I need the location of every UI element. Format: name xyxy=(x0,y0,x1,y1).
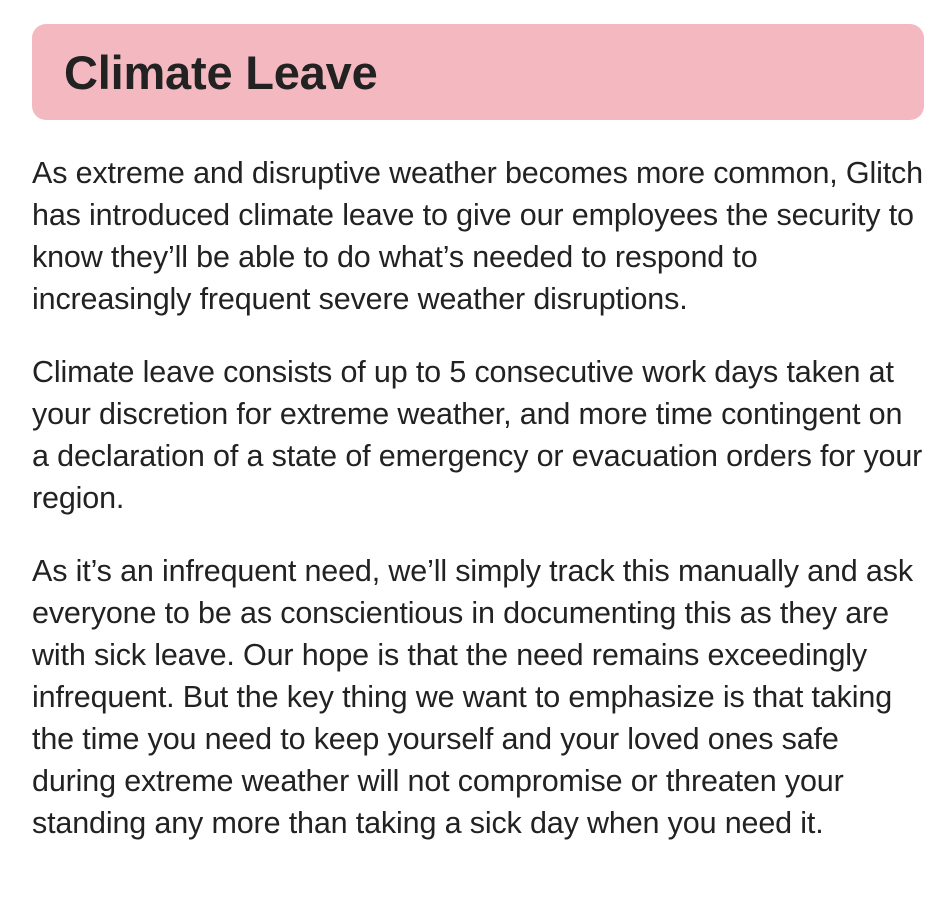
section-title: Climate Leave xyxy=(64,45,378,99)
paragraph-tracking: As it’s an infrequent need, we’ll simply track this manually and ask everyone to be as conscientious in documenting this as they are with sick leave. Our hope is that the need remains exceedingly infrequent. But the key thing we want to emphasize is that taking the time you need to keep yourself and your loved ones safe during extreme weather will not compromise or threaten your standing any more than taking a sick day when you need it. xyxy=(32,554,913,840)
paragraph-intro: As extreme and disruptive weather becomes more common, Glitch has introduced climate leave to give our employees the security to know they’ll be able to do what’s needed to respond to increasingly frequent severe weather disruptions. xyxy=(32,156,923,316)
title-banner xyxy=(32,24,924,120)
document-page xyxy=(32,24,924,875)
paragraph-leave-details: Climate leave consists of up to 5 consecutive work days taken at your discretion for extreme weather, and more time contingent on a declaration of a state of emergency or evacuation orders for your region. xyxy=(32,355,923,515)
section-body xyxy=(32,152,924,844)
